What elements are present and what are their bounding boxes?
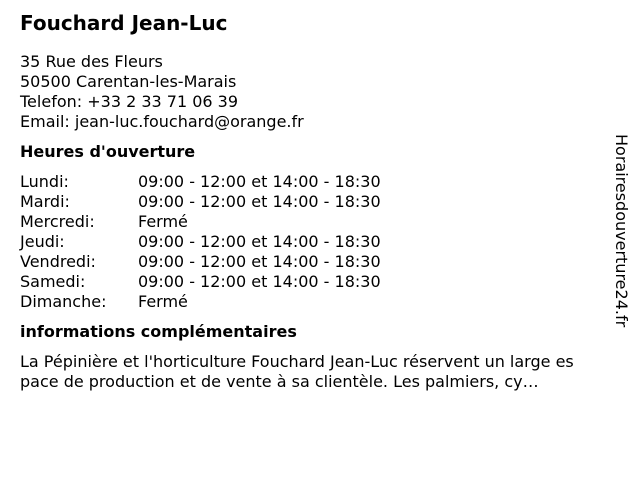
hours-time: 09:00 - 12:00 et 14:00 - 18:30 [138,192,381,211]
hours-row [20,232,615,252]
hours-time: Fermé [138,212,188,231]
phone-number: Telefon: +33 2 33 71 06 39 [20,92,239,111]
address-block [20,52,615,132]
hours-day: Dimanche: [20,292,107,311]
city-address: 50500 Carentan-les-Marais [20,72,237,91]
hours-row [20,212,615,232]
opening-hours-list [20,172,615,312]
hours-time: 09:00 - 12:00 et 14:00 - 18:30 [138,172,381,191]
hours-time: 09:00 - 12:00 et 14:00 - 18:30 [138,252,381,271]
hours-day: Jeudi: [20,232,65,251]
street-address: 35 Rue des Fleurs [20,52,163,71]
hours-day: Vendredi: [20,252,96,271]
hours-day: Mardi: [20,192,70,211]
additional-info-title: informations complémentaires [20,322,297,341]
hours-row [20,172,615,192]
hours-day: Mercredi: [20,212,95,231]
business-name: Fouchard Jean-Luc [20,11,228,35]
hours-row [20,192,615,212]
email-address: Email: jean-luc.fouchard@orange.fr [20,112,304,131]
hours-row [20,272,615,292]
business-card [20,10,615,392]
hours-time: 09:00 - 12:00 et 14:00 - 18:30 [138,232,381,251]
opening-hours-title: Heures d'ouverture [20,142,196,161]
hours-day: Samedi: [20,272,86,291]
hours-row [20,292,615,312]
hours-time: 09:00 - 12:00 et 14:00 - 18:30 [138,272,381,291]
additional-info-text: La Pépinière et l'horticulture Fouchard Jean-Luc réservent un large espace de production et de vente à sa clientèle. Les palmiers, cy… [20,352,574,391]
site-watermark: Horairesdouverture24.fr [612,134,631,328]
hours-row [20,252,615,272]
hours-time: Fermé [138,292,188,311]
hours-day: Lundi: [20,172,69,191]
